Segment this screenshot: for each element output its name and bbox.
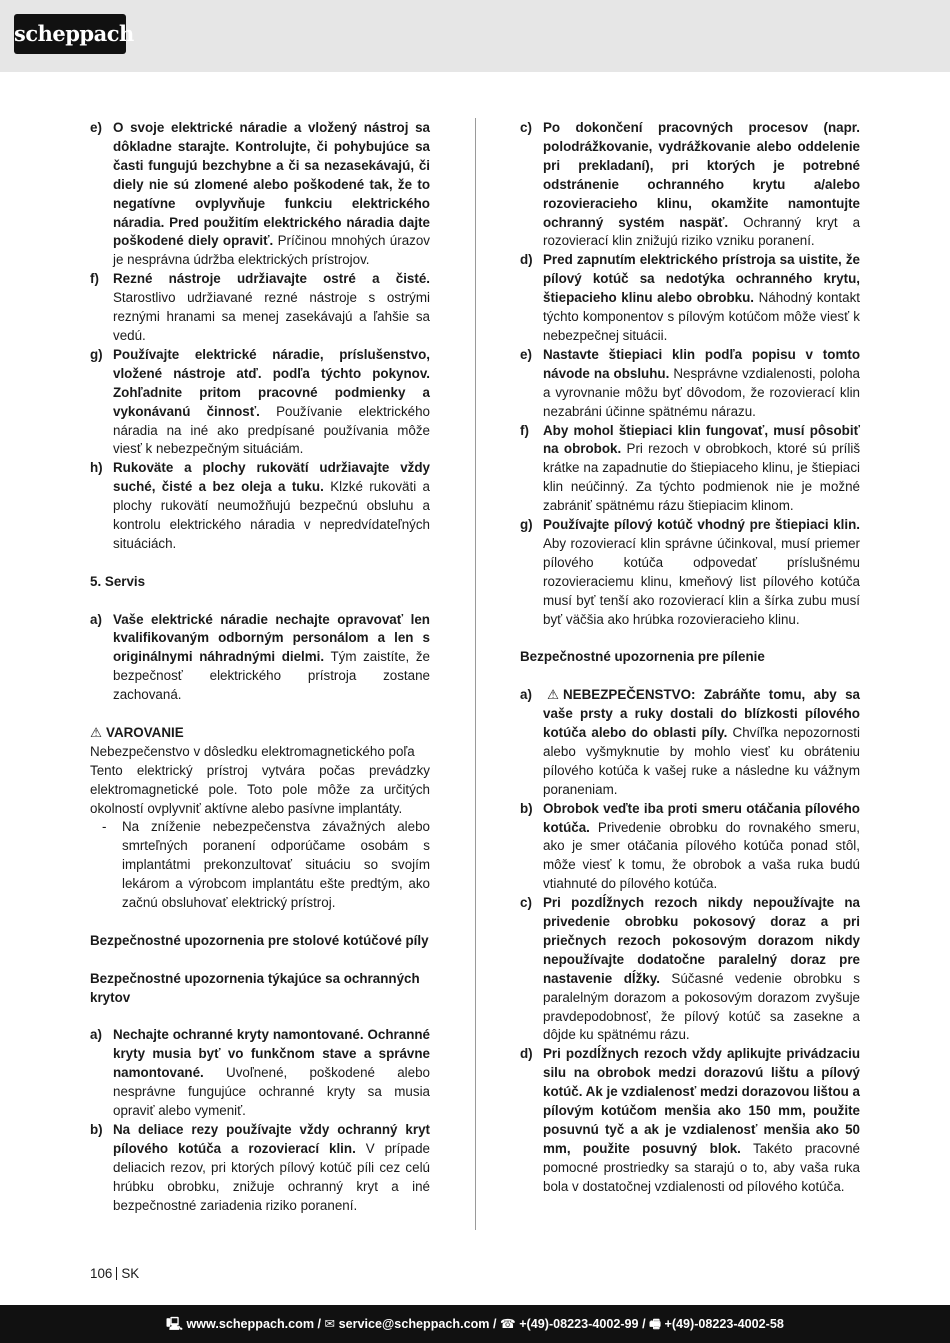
item-text: Klzké rukoväti a plochy rukovätí neumožňujú bezpečnú obsluhu a kontrolu elektrického náradia v nepredvídateľných situáciách. (113, 479, 430, 551)
page-language: SK (121, 1266, 140, 1281)
page-header (0, 0, 950, 72)
item-bold-text: Nechajte ochranné kryty namontované. Ochranné kryty musia byť vo funkčnom stave a správne namontované. (113, 1027, 430, 1081)
list-item (520, 346, 860, 422)
column-divider (475, 118, 476, 1230)
item-bold-text: Obrobok veďte iba proti smeru otáčania pílového kotúča. (543, 800, 860, 835)
item-label: d) (520, 1046, 533, 1062)
list-item (520, 1045, 860, 1196)
item-label: c) (520, 895, 532, 911)
warning-title: VAROVANIE (106, 724, 184, 740)
brand-logo: scheppach (14, 14, 126, 54)
page-footer: 🖳 www.scheppach.com / ✉ service@scheppach.com / ☎ +(49)-08223-4002-99 / 🖷 +(49)-08223-4002-58 (0, 1305, 950, 1343)
list-item (520, 251, 860, 346)
list-item (520, 894, 860, 1045)
list-item (90, 611, 430, 706)
item-bold-text: Rukoväte a plochy rukovätí udržiavajte vždy suché, čisté a bez oleja a tuku. (113, 460, 430, 495)
list-item (90, 1026, 430, 1121)
item-bold-text: Pri pozdĺžnych rezoch vždy aplikujte privádzaciu silu na obrobok medzi dorazovú lištu a pílový kotúč. Ak je vzdialenosť medzi dorazovou lištou a pílovým kotúčom menšia ako 150 mm, použite posuvnú tyč a ak je vzdialenosť menšia ako 50 mm, použite posuvný blok. (543, 1046, 860, 1156)
list-item (90, 346, 430, 459)
right-column (520, 119, 860, 1197)
list-guards-continued (520, 119, 860, 629)
item-text: Na zníženie nebezpečenstva závažných alebo smrteľných poranení odporúčame osobám s implantátmi prekonzultovať situáciu so svojím lekárom a výrobcom implantátu ešte predtým, ako začnú obsluhovať elektrický prístroj. (122, 819, 430, 911)
list-item (90, 119, 430, 270)
item-bold-text: Po dokončení pracovných procesov (napr. polodrážkovanie, vydrážkovanie alebo oddelenie pri prekladaní), pri ktorých je potrebné odstránenie ochranného krytu a/alebo rozovieracieho klinu, okamžite namontujte ochranný systém naspäť. (543, 120, 860, 230)
item-text: Súčasné vedenie obrobku s paralelným dorazom a pokosovým dorazom zvyšuje pravdepodobnosť, že pílový kotúč sa zasekne a dôjde ku spätnému rázu. (543, 970, 860, 1043)
item-label: h) (90, 460, 103, 476)
item-text: Aby rozovierací klin správne účinkoval, musí priemer pílového kotúča odpovedať príslušnému rozovieraciemu klinu, kmeňový list pílového kotúča musí byť tenší ako rozovierací klin a šírka zubu musí byť väčšia ako hrúbka rozovieracieho klinu. (543, 535, 860, 627)
warning-triangle-icon: ⚠ (90, 724, 103, 740)
list-item (520, 119, 860, 251)
list-item (520, 422, 860, 517)
item-bold-text: Pred zapnutím elektrického prístroja sa uistite, že pílový kotúč sa nedotýka ochranného krytu, štiepacieho klinu alebo obrobku. (543, 252, 860, 306)
item-text: Privedenie obrobku do rovnakého smeru, ako je smer otáčania pílového kotúča ponad stôl, môže viesť k tomu, že obrobok a vaša ruka budú vtiahnuté do pílového kotúča. (543, 819, 860, 892)
page-number (90, 1265, 139, 1284)
item-label: a) (520, 687, 532, 703)
mail-icon: ✉ (324, 1317, 339, 1331)
page-number-separator (116, 1267, 117, 1280)
section-heading-guards: Bezpečnostné upozornenia týkajúce sa ochranných krytov (90, 970, 420, 1005)
list-item (90, 818, 430, 913)
warning-block (90, 724, 430, 913)
item-label: e) (90, 120, 102, 135)
list-maintenance (90, 119, 430, 554)
item-label: g) (520, 517, 533, 533)
item-label: f) (90, 271, 99, 287)
phone-icon: ☎ (500, 1317, 520, 1331)
list-sawing (520, 686, 860, 1196)
list-item (520, 800, 860, 895)
footer-email-link[interactable]: service@scheppach.com (338, 1317, 490, 1331)
section-heading-servis: 5. Servis (90, 573, 146, 589)
footer-phone: +(49)-08223-4002-99 (519, 1317, 639, 1331)
item-bold-text: Na deliace rezy používajte vždy ochranný kryt pílového kotúča a rozovierací klin. (113, 1121, 430, 1156)
list-item (90, 270, 430, 346)
item-text: Používanie elektrického náradia na iné ako predpísané používania môže viesť k nebezpečným situáciám. (113, 403, 430, 457)
list-item (90, 459, 430, 554)
list-item (90, 1121, 430, 1216)
item-bold-text: NEBEZPEČENSTVO: Zabráňte tomu, aby sa vaše prsty a ruky dostali do blízkosti pílového kotúča alebo do oblasti píly. (543, 687, 860, 740)
item-text: Pri rezoch v obrobkoch, ktoré sú príliš krátke na zapadnutie do štiepiaceho klinu, je štiepiaci klin neúčinný. Za týchto podmienok nie je možné zabrániť spätnému rázu štiepiacim klinom. (543, 441, 861, 514)
item-text: Chvíľka nepozornosti alebo vyšmyknutie by mohlo viesť ku obráteniu pílového kotúča k vašej ruke a následne ku vážnym poraneniam. (543, 724, 860, 797)
item-label: b) (520, 800, 533, 816)
item-label: g) (90, 346, 103, 362)
list-item (520, 686, 860, 799)
item-text: Takéto pracovné pomocné prostriedky sa starajú o to, aby vaša ruka bola v dostatočnej vzdialenosti od pílového kotúča. (543, 1140, 860, 1194)
item-text: Uvoľnené, poškodené alebo nesprávne fungujúce ochranné kryty sa musia opraviť alebo vymeniť. (113, 1065, 430, 1119)
item-label: a) (90, 1027, 102, 1043)
section-heading-sawing: Bezpečnostné upozornenia pre pílenie (520, 649, 765, 665)
item-bold-text: O svoje elektrické náradie a vložený nástroj sa dôkladne starajte. Kontrolujte, či pohybujúce sa časti fungujú bezchybne a či sa nezasekávajú, či diely nie sú zlomené alebo poškodené tak, že to negatívne ovplyvňuje funkciu elektrického náradia. Pred použitím elektrického náradia dajte poškodené diely opraviť. (113, 120, 430, 249)
item-text: Nesprávne vzdialenosti, poloha a vyrovnanie môžu byť dôvodom, že rozovierací klin nezabráni účinne spätnému nárazu. (543, 365, 860, 419)
item-label: e) (520, 346, 532, 362)
list-item (520, 516, 860, 629)
warning-triangle-icon: ⚠ (547, 687, 560, 703)
item-bold-text: Pri pozdĺžnych rezoch nikdy nepoužívajte na privedenie obrobku pokosový doraz a pri priečnych rezoch pokosovým dorazom nikdy nepoužívajte dodatočne paralelný doraz pre nastavenie dĺžky. (543, 895, 860, 986)
item-bold-text: Používajte elektrické náradie, príslušenstvo, vložené nástroje atď. podľa týchto pokynov. Zohľadnite pritom pracovné podmienky a vykonávanú činnosť. (113, 346, 430, 419)
item-label: d) (520, 252, 533, 268)
item-label: f) (520, 422, 529, 438)
item-bold-text: Vaše elektrické náradie nechajte opravovať len kvalifikovaným odborným personálom a len s originálnymi náhradnými dielmi. (113, 611, 430, 665)
item-bold-text: Aby mohol štiepiaci klin fungovať, musí pôsobiť na obrobok. (543, 422, 860, 457)
item-text: V prípade deliacich rezov, pri ktorých pílový kotúč píli cez celú hrúbku obrobku, znižuje ochranný kryt a iné bezpečnostné zariadenia riziko poranení. (113, 1140, 430, 1213)
warning-line: Tento elektrický prístroj vytvára počas prevádzky elektromagnetické pole. Toto pole môže za určitých okolností ovplyvniť aktívne alebo pasívne implantáty. (90, 762, 430, 816)
warning-line: Nebezpečenstvo v dôsledku elektromagnetického poľa (90, 743, 415, 759)
list-guards (90, 1026, 430, 1215)
item-label: c) (520, 120, 532, 135)
section-heading-table-saw: Bezpečnostné upozornenia pre stolové kotúčové píly (90, 932, 429, 948)
item-text: Starostlivo udržiavané rezné nástroje s ostrými reznými hranami sa menej zasekávajú a ľahšie sa vedú. (113, 290, 430, 343)
dash-bullet: - (102, 819, 107, 835)
left-column (90, 119, 430, 1215)
item-bold-text: Používajte pílový kotúč vhodný pre štiepiaci klin. (543, 517, 860, 533)
computer-icon: 🖳 (166, 1317, 187, 1331)
item-text: Tým zaistíte, že bezpečnosť elektrického prístroja zostane zachovaná. (113, 649, 430, 703)
item-bold-text: Rezné nástroje udržiavajte ostré a čisté. (113, 271, 430, 287)
fax-icon: 🖷 (649, 1317, 665, 1331)
item-label: b) (90, 1121, 103, 1137)
footer-fax: +(49)-08223-4002-58 (664, 1317, 784, 1331)
item-label: a) (90, 611, 102, 627)
item-text: Náhodný kontakt týchto komponentov s pílovým kotúčom môže viesť k nebezpečnej situácii. (543, 290, 860, 343)
item-bold-text: Nastavte štiepiaci klin podľa popisu v tomto návode na obsluhu. (543, 346, 860, 381)
item-text: Príčinou mnohých úrazov je nesprávna údržba elektrických prístrojov. (113, 233, 430, 268)
footer-web-link[interactable]: www.scheppach.com (186, 1317, 315, 1331)
page-number-value: 106 (90, 1266, 113, 1281)
item-text: Ochranný kryt a rozovierací klin znižujú riziko vzniku poranení. (543, 214, 861, 249)
